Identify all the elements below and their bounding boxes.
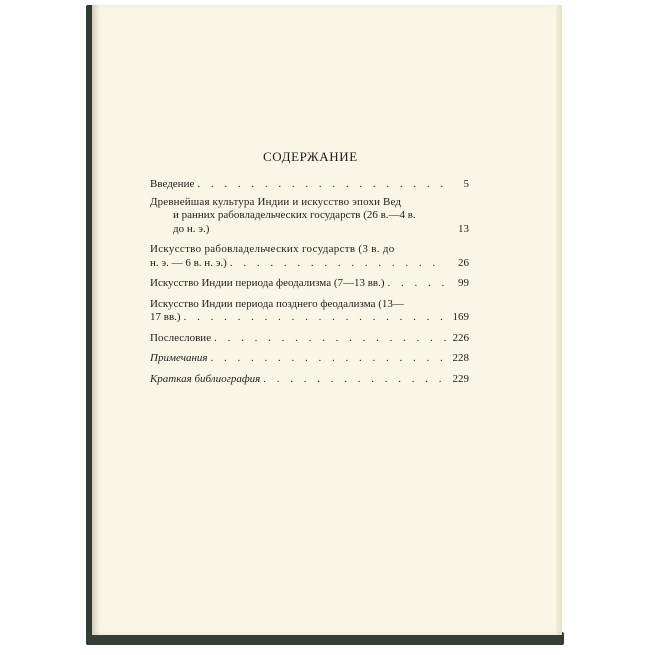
toc-entry-introduction <box>150 178 469 192</box>
toc-entry-late-feudalism <box>150 298 469 325</box>
dot-leader <box>197 178 446 192</box>
contents-heading: СОДЕРЖАНИЕ <box>263 149 358 164</box>
toc-entry-title-line: до н. э.) <box>173 222 210 235</box>
toc-entry-slaveholding-states <box>150 243 469 270</box>
toc-page-number: 13 <box>458 222 469 235</box>
toc-entry-title-line: Древнейшая культура Индии и искусство эпохи Вед <box>150 195 402 208</box>
dot-leader <box>388 277 446 291</box>
toc-page-number: 99 <box>458 277 469 289</box>
toc-entry-title: Примечания <box>150 352 208 364</box>
toc-entry-afterword <box>150 332 469 346</box>
dot-leader <box>214 332 446 346</box>
toc-entry-title-line: н. э. — 6 в. н. э.) <box>150 256 227 269</box>
toc-entry-title: Введение <box>150 178 195 190</box>
toc-entry-bibliography <box>150 373 469 387</box>
dot-leader <box>230 257 446 271</box>
toc-page-number: 5 <box>463 178 469 190</box>
toc-page-number: 226 <box>452 331 469 344</box>
dot-leader <box>263 373 446 387</box>
toc-entry-feudalism <box>150 277 469 291</box>
dot-leader <box>184 311 446 325</box>
page-edge-shadow <box>556 5 562 635</box>
toc-entry-notes <box>150 352 469 366</box>
toc-entry-title-line: Искусство рабовладельческих государств (3 в. до <box>150 243 395 255</box>
toc-entry-title: Краткая библиография <box>150 372 261 385</box>
toc-page-number: 169 <box>452 311 469 323</box>
toc-page-number: 26 <box>458 256 469 269</box>
dot-leader <box>211 352 446 366</box>
toc-entry-title-line: и ранних рабовладельческих государств (26 в.—4 в. <box>173 209 416 221</box>
toc-page-number: 228 <box>452 352 469 364</box>
toc-entry-title: Искусство Индии периода феодализма (7—13 вв.) <box>150 277 385 289</box>
toc-entry-title-line: 17 вв.) <box>150 311 181 323</box>
toc-entry-ancient-culture <box>150 196 469 237</box>
toc-entry-title: Послесловие <box>150 331 212 344</box>
toc-page-number: 229 <box>452 372 469 385</box>
table-of-contents <box>150 178 469 393</box>
toc-entry-title-line: Искусство Индии периода позднего феодализма (13— <box>150 297 404 310</box>
